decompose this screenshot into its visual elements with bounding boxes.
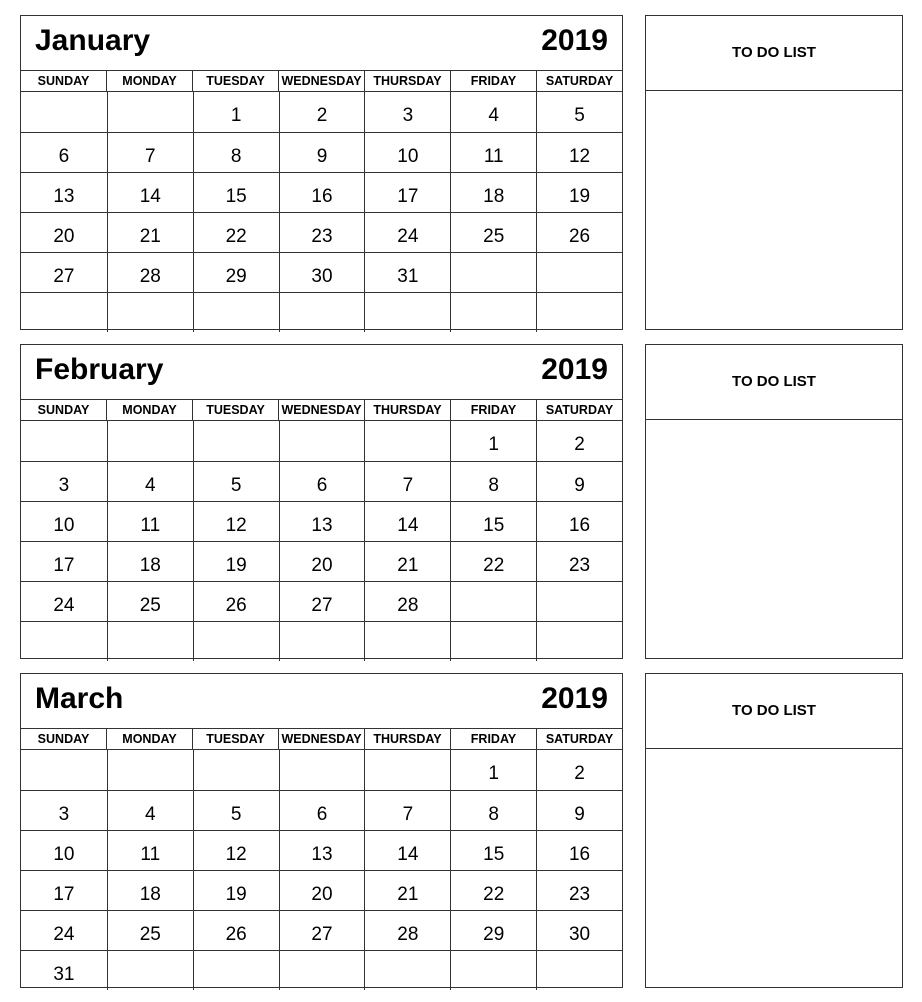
weekday-header-row: [21, 729, 622, 750]
day-cell[interactable]: 6: [21, 132, 107, 172]
day-cell[interactable]: 11: [107, 830, 193, 870]
day-cell[interactable]: [21, 750, 107, 790]
day-cell[interactable]: 3: [21, 790, 107, 830]
day-cell[interactable]: 11: [450, 132, 536, 172]
month-year: 2019: [541, 682, 608, 715]
day-cell[interactable]: [279, 421, 365, 461]
day-cell[interactable]: 1: [450, 750, 536, 790]
day-cell[interactable]: 18: [107, 870, 193, 910]
day-cell[interactable]: [536, 950, 622, 990]
day-cell[interactable]: 23: [279, 212, 365, 252]
month-header: [21, 345, 622, 400]
month-year: 2019: [541, 353, 608, 386]
day-cell[interactable]: 2: [536, 750, 622, 790]
day-cell[interactable]: [279, 950, 365, 990]
day-cell[interactable]: [107, 292, 193, 332]
weekday-label: MONDAY: [106, 400, 192, 420]
day-cell[interactable]: 21: [364, 870, 450, 910]
day-cell[interactable]: 30: [536, 910, 622, 950]
day-cell[interactable]: 14: [107, 172, 193, 212]
day-cell[interactable]: 13: [279, 830, 365, 870]
day-cell[interactable]: 3: [364, 92, 450, 132]
day-cell[interactable]: 16: [279, 172, 365, 212]
day-cell[interactable]: 24: [21, 581, 107, 621]
day-grid: [21, 92, 622, 332]
day-cell[interactable]: [107, 92, 193, 132]
day-cell[interactable]: 9: [279, 132, 365, 172]
weekday-header-row: [21, 71, 622, 92]
weekday-label: SATURDAY: [536, 71, 622, 91]
day-cell[interactable]: 18: [450, 172, 536, 212]
day-cell[interactable]: 19: [536, 172, 622, 212]
day-cell[interactable]: 29: [193, 252, 279, 292]
day-cell[interactable]: 27: [279, 910, 365, 950]
day-cell[interactable]: [193, 950, 279, 990]
day-cell[interactable]: 15: [450, 501, 536, 541]
weekday-header-row: [21, 400, 622, 421]
day-cell[interactable]: 14: [364, 501, 450, 541]
day-cell[interactable]: 4: [107, 790, 193, 830]
day-cell[interactable]: 23: [536, 870, 622, 910]
day-cell[interactable]: [193, 292, 279, 332]
weekday-label: MONDAY: [106, 729, 192, 749]
day-cell[interactable]: 8: [193, 132, 279, 172]
weekday-label: TUESDAY: [192, 400, 278, 420]
month-header: [21, 674, 622, 729]
weekday-label: SUNDAY: [37, 732, 90, 746]
day-cell[interactable]: 11: [107, 501, 193, 541]
day-cell[interactable]: 25: [107, 581, 193, 621]
day-grid: [21, 750, 622, 990]
todo-list-area[interactable]: [646, 420, 902, 659]
day-cell[interactable]: 27: [279, 581, 365, 621]
day-cell[interactable]: 16: [536, 501, 622, 541]
day-cell[interactable]: 15: [193, 172, 279, 212]
day-cell[interactable]: 5: [536, 92, 622, 132]
day-cell[interactable]: 8: [450, 461, 536, 501]
day-cell[interactable]: [536, 292, 622, 332]
weekday-label: SUNDAY: [37, 74, 90, 88]
day-cell[interactable]: 5: [193, 461, 279, 501]
weekday-label: WEDNESDAY: [278, 400, 364, 420]
day-cell[interactable]: 10: [364, 132, 450, 172]
day-cell[interactable]: 9: [536, 790, 622, 830]
weekday-label: MONDAY: [106, 71, 192, 91]
day-cell[interactable]: 12: [193, 501, 279, 541]
weekday-label: SUNDAY: [37, 403, 90, 417]
day-cell[interactable]: 20: [279, 541, 365, 581]
weekday-label: WEDNESDAY: [278, 729, 364, 749]
day-cell[interactable]: 30: [279, 252, 365, 292]
todo-list-area[interactable]: [646, 91, 902, 330]
day-cell[interactable]: 6: [279, 461, 365, 501]
day-cell[interactable]: [364, 421, 450, 461]
weekday-label: THURSDAY: [364, 400, 450, 420]
todo-list-area[interactable]: [646, 749, 902, 988]
month-header: [21, 16, 622, 71]
day-cell[interactable]: [279, 292, 365, 332]
day-cell[interactable]: 1: [450, 421, 536, 461]
day-cell[interactable]: 31: [21, 950, 107, 990]
day-cell[interactable]: 15: [450, 830, 536, 870]
day-cell[interactable]: [364, 750, 450, 790]
day-cell[interactable]: 26: [193, 910, 279, 950]
day-cell[interactable]: 8: [450, 790, 536, 830]
day-cell[interactable]: 10: [21, 830, 107, 870]
month-name: January: [35, 24, 151, 57]
month-name: March: [35, 682, 124, 715]
day-cell[interactable]: [21, 292, 107, 332]
todo-list-january: [645, 15, 903, 330]
month-calendar-january: [20, 15, 623, 330]
month-year: 2019: [541, 24, 608, 57]
day-cell[interactable]: 19: [193, 541, 279, 581]
day-cell[interactable]: 3: [21, 461, 107, 501]
day-cell[interactable]: 19: [193, 870, 279, 910]
day-cell[interactable]: 7: [364, 790, 450, 830]
todo-list-title: TO DO LIST: [646, 345, 902, 420]
day-cell[interactable]: [450, 621, 536, 661]
day-cell[interactable]: 1: [193, 92, 279, 132]
day-cell[interactable]: 20: [21, 212, 107, 252]
day-cell[interactable]: [279, 621, 365, 661]
day-cell[interactable]: 7: [107, 132, 193, 172]
day-cell[interactable]: [193, 621, 279, 661]
day-cell[interactable]: 29: [450, 910, 536, 950]
day-cell[interactable]: 2: [279, 92, 365, 132]
day-cell[interactable]: 14: [364, 830, 450, 870]
weekday-label: THURSDAY: [364, 71, 450, 91]
weekday-label: WEDNESDAY: [278, 71, 364, 91]
day-cell[interactable]: 16: [536, 830, 622, 870]
day-cell[interactable]: 22: [193, 212, 279, 252]
day-cell[interactable]: 26: [193, 581, 279, 621]
weekday-label: FRIDAY: [450, 400, 536, 420]
day-cell[interactable]: [536, 581, 622, 621]
todo-list-february: [645, 344, 903, 659]
day-cell[interactable]: [450, 292, 536, 332]
day-cell[interactable]: 17: [21, 870, 107, 910]
todo-list-title: TO DO LIST: [646, 674, 902, 749]
day-cell[interactable]: [536, 621, 622, 661]
day-cell[interactable]: [107, 950, 193, 990]
day-cell[interactable]: [193, 421, 279, 461]
day-cell[interactable]: 7: [364, 461, 450, 501]
day-cell[interactable]: 25: [450, 212, 536, 252]
weekday-label: SATURDAY: [536, 729, 622, 749]
weekday-label: TUESDAY: [192, 729, 278, 749]
weekday-label: FRIDAY: [450, 729, 536, 749]
day-grid: [21, 421, 622, 661]
todo-list-title: TO DO LIST: [646, 16, 902, 91]
day-cell[interactable]: 10: [21, 501, 107, 541]
day-cell[interactable]: 12: [536, 132, 622, 172]
day-cell[interactable]: 25: [107, 910, 193, 950]
day-cell[interactable]: 22: [450, 541, 536, 581]
month-calendar-february: [20, 344, 623, 659]
day-cell[interactable]: [21, 621, 107, 661]
day-cell[interactable]: [107, 621, 193, 661]
day-cell[interactable]: [450, 581, 536, 621]
day-cell[interactable]: 20: [279, 870, 365, 910]
day-cell[interactable]: 12: [193, 830, 279, 870]
day-cell[interactable]: 22: [450, 870, 536, 910]
day-cell[interactable]: 27: [21, 252, 107, 292]
day-cell[interactable]: 31: [364, 252, 450, 292]
day-cell[interactable]: 28: [364, 910, 450, 950]
day-cell[interactable]: 9: [536, 461, 622, 501]
day-cell[interactable]: 24: [364, 212, 450, 252]
weekday-label: THURSDAY: [364, 729, 450, 749]
day-cell[interactable]: [107, 421, 193, 461]
day-cell[interactable]: 21: [364, 541, 450, 581]
day-cell[interactable]: [21, 421, 107, 461]
day-cell[interactable]: [536, 252, 622, 292]
month-calendar-march: [20, 673, 623, 988]
month-name: February: [35, 353, 164, 386]
day-cell[interactable]: 28: [107, 252, 193, 292]
day-cell[interactable]: [21, 92, 107, 132]
day-cell[interactable]: [193, 750, 279, 790]
day-cell[interactable]: [450, 252, 536, 292]
day-cell[interactable]: [364, 950, 450, 990]
day-cell[interactable]: [279, 750, 365, 790]
day-cell[interactable]: 13: [21, 172, 107, 212]
day-cell[interactable]: 17: [364, 172, 450, 212]
day-cell[interactable]: 24: [21, 910, 107, 950]
day-cell[interactable]: 4: [450, 92, 536, 132]
day-cell[interactable]: [364, 621, 450, 661]
todo-list-march: [645, 673, 903, 988]
weekday-label: SATURDAY: [536, 400, 622, 420]
day-cell[interactable]: 2: [536, 421, 622, 461]
day-cell[interactable]: 17: [21, 541, 107, 581]
weekday-label: TUESDAY: [192, 71, 278, 91]
day-cell[interactable]: [450, 950, 536, 990]
day-cell[interactable]: 26: [536, 212, 622, 252]
day-cell[interactable]: 21: [107, 212, 193, 252]
day-cell[interactable]: 28: [364, 581, 450, 621]
day-cell[interactable]: 13: [279, 501, 365, 541]
day-cell[interactable]: [364, 292, 450, 332]
day-cell[interactable]: 23: [536, 541, 622, 581]
day-cell[interactable]: [107, 750, 193, 790]
day-cell[interactable]: 5: [193, 790, 279, 830]
day-cell[interactable]: 6: [279, 790, 365, 830]
day-cell[interactable]: 18: [107, 541, 193, 581]
weekday-label: FRIDAY: [450, 71, 536, 91]
day-cell[interactable]: 4: [107, 461, 193, 501]
